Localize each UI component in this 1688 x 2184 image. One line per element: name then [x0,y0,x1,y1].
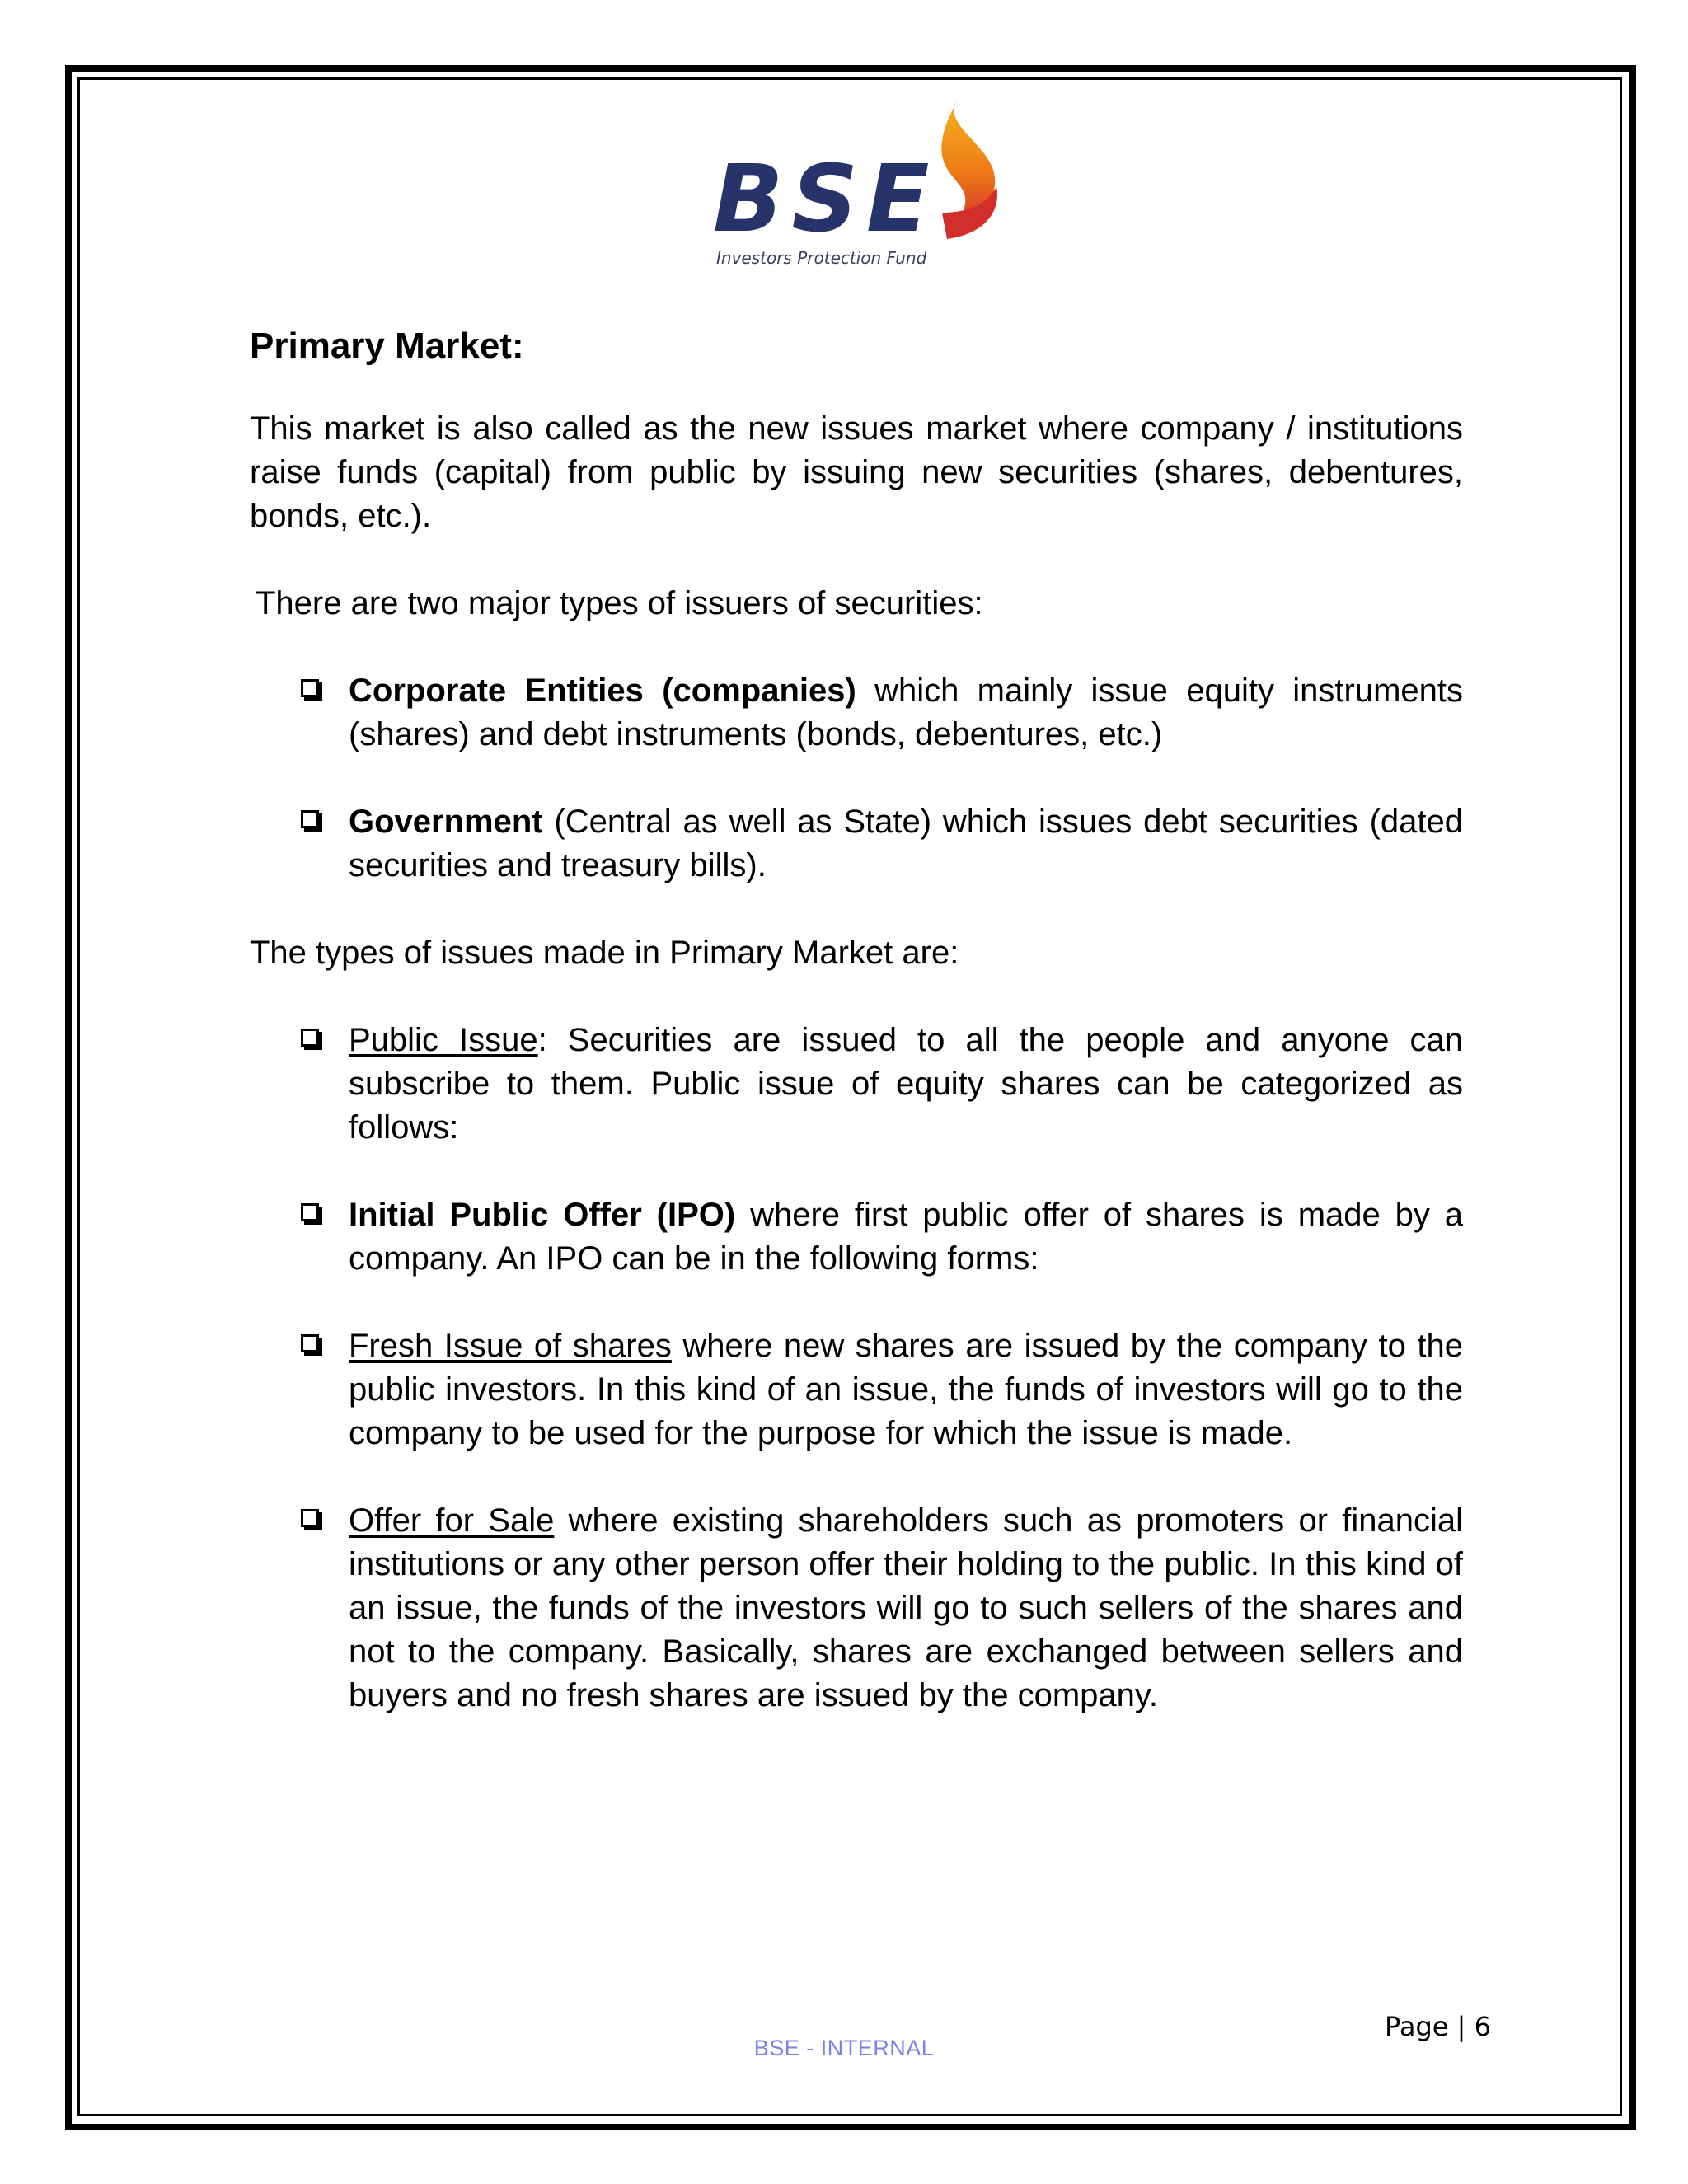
checkbox-bullet-icon [301,1509,319,1527]
item-lead: Government [349,804,543,840]
checkbox-bullet-icon [301,1029,319,1047]
item-text: : Securities are issued to all the people and anyone can subscribe to them. Public issue of equity shares can be categorized as follows: [349,1022,1463,1146]
item-lead: Offer for Sale [349,1502,555,1539]
item-lead: Public Issue [349,1022,538,1058]
issuers-lead: There are two major types of issuers of securities: [256,585,983,621]
classification-label: BSE - INTERNAL [753,2036,935,2060]
section-heading: Primary Market: [250,326,524,366]
list-item [250,800,1463,888]
item-text: (Central as well as State) which issues debt securities (dated securities and treasury bills). [349,804,1463,883]
checkbox-bullet-icon [301,810,319,828]
item-lead: Initial Public Offer (IPO) [349,1197,736,1233]
page-number: Page | 6 [1385,2011,1491,2042]
item-text: which mainly issue equity instruments (shares) and debt instruments (bonds, debentures, etc.) [349,673,1464,752]
checkbox-bullet-icon [301,1203,319,1221]
list-item [250,1324,1463,1455]
list-item [250,1499,1463,1718]
item-lead: Fresh Issue of shares [349,1328,672,1364]
item-lead: Corporate Entities (companies) [349,673,856,709]
document-body [250,321,1463,1761]
checkbox-bullet-icon [301,679,319,697]
list-item [250,669,1463,757]
issuers-list [250,669,1463,888]
item-text: where new shares are issued by the company to the public investors. In this kind of an issue, the funds of investors will go to the company to be used for the purpose for which the issue is made. [349,1328,1464,1451]
intro-paragraph: This market is also called as the new issues market where company / institutions raise funds (capital) from public by issuing new securities (shares, debentures, bonds, etc.). [250,410,1463,534]
logo-tagline: Investors Protection Fund [716,248,927,268]
list-item [250,1019,1463,1150]
issues-list [250,1019,1463,1718]
item-text: where first public offer of shares is made by a company. An IPO can be in the following forms: [349,1197,1463,1277]
checkbox-bullet-icon [301,1334,319,1352]
item-text: where existing shareholders such as promoters or financial institutions or any other person offer their holding to the public. In this kind of an issue, the funds of the investors will go to such sellers of the shares and not to the company. Basically, shares are exchanged between sellers and buyers and no fresh shares are issued by the company. [349,1502,1463,1713]
bse-logo [695,89,1049,287]
issues-lead: The types of issues made in Primary Market are: [250,935,959,971]
logo-wordmark: BSE [713,146,938,253]
list-item [250,1193,1463,1281]
